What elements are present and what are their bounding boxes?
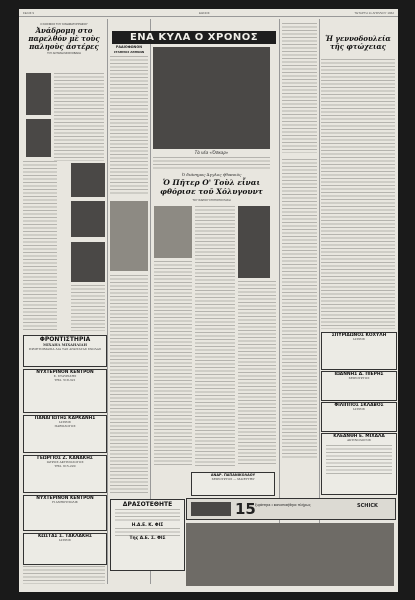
- ad-box: [191, 472, 275, 496]
- ad-line: ΙΑΤΡΟΣ: [353, 337, 365, 341]
- ad-title: ΠΑΝΑΓΙΩΤΗΣ ΚΑΡΚΑΝΗΣ: [34, 416, 96, 421]
- ad-text: [115, 528, 180, 536]
- ad-line: Η.Δ.Ε. Κ. ΦΙΣ: [131, 523, 164, 528]
- ad-title: ΙΩΑΝΝΗΣ Δ. ΠΙΕΡΗΣ: [334, 372, 384, 377]
- star-photo: [71, 163, 105, 197]
- group-photo: [186, 523, 394, 586]
- razor-photo: [191, 502, 231, 516]
- masthead: ΕΘΝΟΣ: [199, 11, 210, 15]
- section-banner: ΕΝΑ ΚΥΛΑ Ο ΧΡΟΝΟΣ: [112, 31, 276, 44]
- article-text: [321, 59, 395, 329]
- radio-photo: [110, 201, 148, 271]
- article-text: [282, 159, 317, 459]
- photo-caption: Τὰ νέα «Ὄσκαρ»: [194, 150, 229, 155]
- article-text: [282, 23, 317, 153]
- ad-text: [115, 509, 180, 523]
- right-headline: Ἡ γεννοδουλεία τῆς φτώχειας: [325, 34, 391, 51]
- ad-box: [23, 455, 107, 493]
- center-kicker: Ὁ διάσημος Ἀγγλος ἠθοποιὸς: [181, 172, 242, 177]
- ad-title: ΝΥΧΤΕΡΙΝΟΝ ΚΕΝΤΡΟΝ: [36, 370, 94, 375]
- ad-line: Η ΑΝΘΟΥΠΟΛΙΣ: [52, 500, 78, 504]
- ad-box: [321, 332, 397, 370]
- ad-line: ΠΑΘΟΛΟΓΟΣ: [54, 423, 76, 428]
- actress-photo: [238, 206, 270, 278]
- ad-line: Σ. ΣΤΑΥΡΙΔΗΣ: [53, 374, 77, 378]
- schick-number: 15: [235, 500, 256, 518]
- schick-ad: [186, 498, 396, 520]
- page-number: ΣΕΛΙΣ 9: [23, 11, 35, 15]
- ad-line: ΠΡΟΕΤΟΙΜΑΣΙΑ ΔΙΑ ΤΑΣ ΑΝΩΤΑΤΑΣ ΣΧΟΛΑΣ: [28, 346, 102, 351]
- star-photo: [26, 119, 51, 157]
- ad-line: ΙΑΤΡΟΣ: [59, 420, 71, 424]
- ad-title: ΑΝΔΡ. ΠΑΠΑΝΙΚΟΛΑΟΥ: [210, 473, 256, 477]
- ad-box: [23, 533, 107, 565]
- ad-title: ΣΠΥΡΙΔΩΝΟΣ ΚΟΧΥΛΗ: [331, 333, 387, 338]
- ad-line: ΤΗΛ. 518-321: [54, 377, 76, 382]
- ad-line: Της Α.Ε. Σ. ΦΙΣ: [129, 536, 166, 541]
- page-header: [19, 9, 398, 17]
- article-text: [23, 566, 105, 584]
- left-byline: ΤΟΥ ΑΝΤΩΝΗ ΜΟΣΧΟΒΑΚΗ: [47, 52, 81, 55]
- radio-schedule: [110, 56, 148, 196]
- article-text: [154, 261, 192, 466]
- left-headline: Ἀνάδρομη στο παρελθόν μὲ τοὺς παληοὺς ἀστέρες: [28, 26, 100, 51]
- newspaper-page: [19, 9, 398, 592]
- column-rule: [107, 19, 108, 584]
- schick-text: ξυρίστηκε • ικανοποιήθηκε πλήρως: [255, 503, 311, 507]
- radio-schedule: [110, 275, 148, 495]
- radio-subtitle: ΣΤΑΘΜΟΣ ΑΘΗΝΩΝ: [113, 50, 145, 54]
- ad-box: [321, 402, 397, 432]
- center-headline: Ὁ Πῆτερ Ο' Τοὺλ εἶναι φθόρισε τοῦ Χόλυγουντ: [160, 178, 263, 196]
- caption-text: [153, 157, 270, 169]
- ad-text: [326, 445, 392, 475]
- article-text: [71, 285, 105, 331]
- center-byline: ΤΟΥ ΙΚΑΡΙΟΥ ΣΠΥΡΟΠΟΥΛΑΚΗ: [192, 199, 231, 202]
- ad-line: ΜΙΧΑΗΛ ΜΙΧΑΗΛΙΔΗ: [43, 343, 87, 347]
- oscar-photo: [153, 47, 270, 149]
- ad-title: ΚΛΕΑΝΘΗ Ε. ΜΙΧΑΛΑ: [333, 434, 385, 439]
- star-photo: [71, 201, 105, 237]
- article-text: [238, 281, 276, 466]
- ad-line: ΧΕΙΡΟΥΡΓΟΣ: [348, 376, 370, 380]
- ad-line: ΑΚΤΙΝΟΛΟΓΟΣ: [347, 438, 371, 442]
- ad-title: ΓΕΩΡΓΙΟΣ Ζ. ΚΑΝΑΚΗΣ: [37, 456, 93, 461]
- star-photo: [71, 242, 105, 282]
- ad-box: [23, 495, 107, 531]
- left-kicker: Ο ΚΟΣΜΟΣ ΤΟΥ ΚΙΝΗΜΑΤΟΓΡΑΦΟΥ: [40, 22, 88, 26]
- article-text: [54, 73, 104, 161]
- ad-line: ΙΑΤΡΟΣ: [59, 538, 71, 542]
- ad-title: ΦΡΟΝΤΙΣΤΗΡΙΑ: [39, 336, 91, 343]
- ad-box: [321, 371, 397, 401]
- ad-line: ΙΑΤΡΟΣ: [353, 407, 365, 411]
- schick-brand: SCHICK: [357, 503, 378, 509]
- ad-box: [321, 433, 397, 495]
- ad-box: [23, 335, 107, 367]
- ad-title: ΔΡΑΣΟΤΕΘΗΤΕ: [122, 501, 173, 508]
- ad-line: ΙΑΤΡΟΣ ΑΚΤΙΝΟΛΟΓΟΣ: [46, 460, 84, 464]
- ad-box: [23, 369, 107, 413]
- radio-title: ΡΑΔΙΟΦΩΝΟΝ: [115, 45, 143, 49]
- page-date: ΤΕΤΑΡΤΗ 11 ΑΠΡΙΛΙΟΥ 1962: [354, 11, 394, 15]
- ad-line: ΧΕΙΡΟΥΡΓΟΣ — ΜΑΙΕΥΤΗΡ: [211, 477, 255, 481]
- ad-line: ΤΗΛ. 615-220: [54, 463, 76, 468]
- ad-title: ΚΩΣΤΑΣ Σ. ΤΑΚΛΑΚΗΣ: [38, 534, 92, 539]
- star-photo: [26, 73, 51, 115]
- article-text: [195, 206, 235, 466]
- ad-box: [110, 499, 185, 571]
- ad-box: [23, 415, 107, 453]
- ad-title: ΦΙΛΙΠΠΟΣ ΣΚΛΑΒΟΣ: [334, 403, 384, 408]
- article-text: [23, 161, 57, 331]
- actor-photo: [154, 206, 192, 258]
- left-column: [22, 19, 106, 55]
- ad-title: ΝΥΧΤΕΡΙΝΟΝ ΚΕΝΤΡΟΝ: [36, 496, 94, 501]
